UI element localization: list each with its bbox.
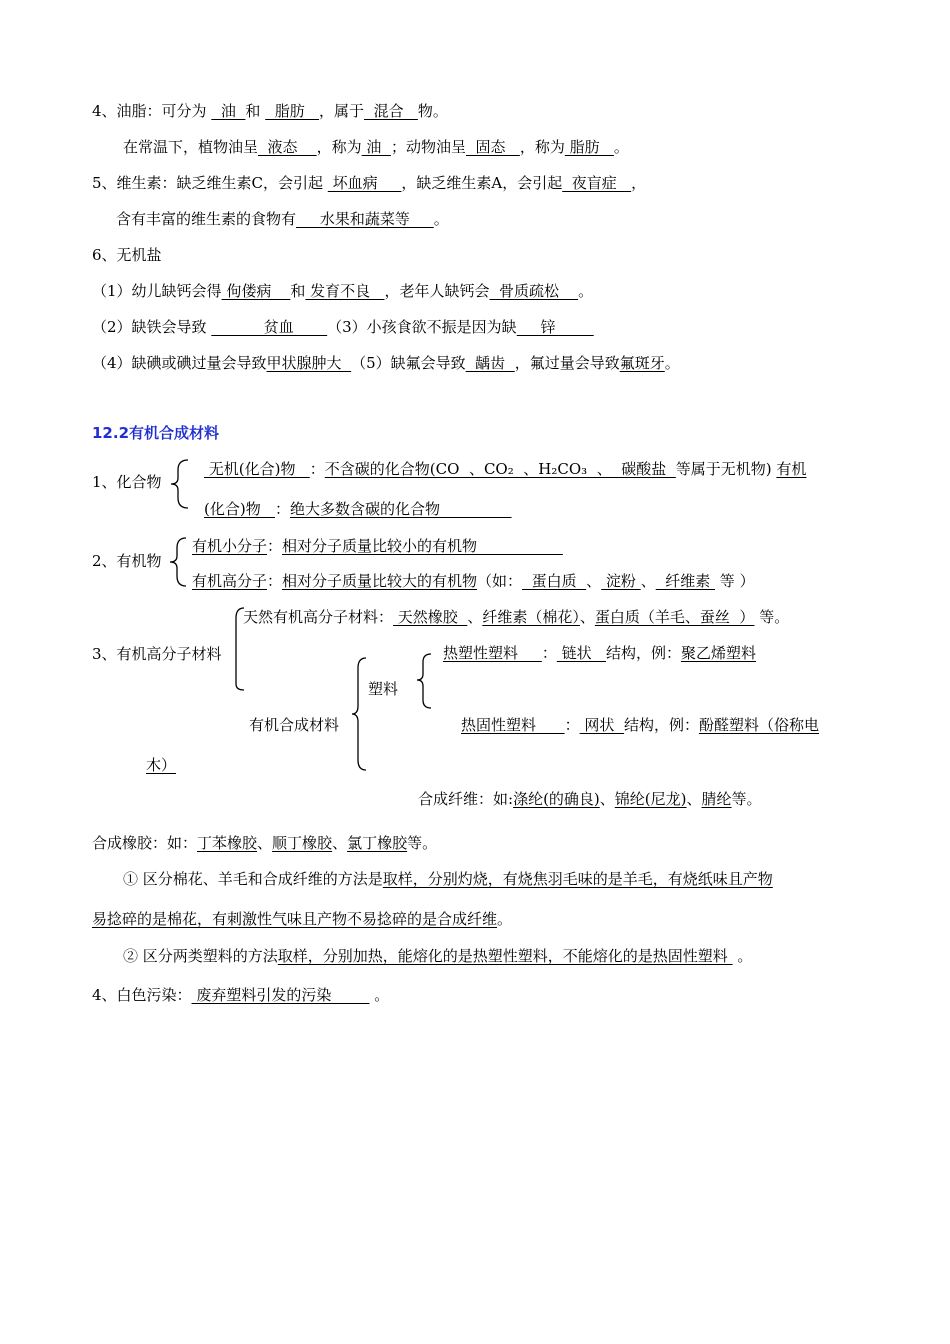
blank-answer: 夜盲症	[562, 174, 632, 192]
compounds-label: 1、化合物	[92, 473, 162, 491]
blank-answer: 贫血	[211, 318, 328, 336]
blank-answer: 脂肪	[265, 102, 320, 120]
section-heading: 12.2有机合成材料	[92, 424, 220, 442]
organic-branch-2: 有机高分子：相对分子质量比较大的有机物（如： 蛋白质 、 淀粉 、 纤维素 等 ）	[192, 572, 755, 590]
blank-answer: 油	[211, 102, 246, 120]
blank-answer: 发育不良	[305, 282, 385, 300]
brace-plastic	[415, 652, 435, 710]
oils-line-1: 4、油脂：可分为 油 和 脂肪 ，属于 混合 物。	[92, 102, 448, 120]
organic-label: 2、有机物	[92, 552, 162, 570]
minerals-line-1: （1）幼儿缺钙会得 佝偻病 和 发育不良 ，老年人缺钙会 骨质疏松 。	[92, 282, 594, 300]
blank-answer: 氟斑牙	[619, 354, 665, 372]
plastic-label: 塑料	[368, 680, 399, 698]
brace-organic	[168, 536, 194, 588]
blank-answer: 坏血病	[327, 174, 402, 192]
minerals-line-2: （2）缺铁会导致 贫血 （3）小孩食欲不振是因为缺 锌	[92, 318, 594, 336]
minerals-title: 6、无机盐	[92, 246, 162, 264]
blank-answer: 骨质疏松	[489, 282, 579, 300]
compounds-branch-1: 无机(化合)物 ：不含碳的化合物(CO 、CO₂ 、H₂CO₃ 、 碳酸盐 等属于无机物) 有机	[204, 460, 807, 478]
vitamin-line-2: 含有丰富的维生素的食物有 水果和蔬菜等 。	[116, 210, 449, 228]
blank-answer: 固态	[465, 138, 520, 156]
polymer-label: 3、有机高分子材料	[92, 645, 222, 663]
brace-synthetic	[350, 656, 370, 772]
blank-answer: 混合	[364, 102, 418, 120]
blank-answer: 油	[361, 138, 391, 156]
synthetic-label: 有机合成材料	[249, 716, 340, 734]
fiber-line: 合成纤维：如:涤纶(的确良)、锦纶(尼龙)、腈纶等。	[418, 790, 762, 808]
white-pollution-line: 4、白色污染： 废弃塑料引发的污染 。	[92, 986, 390, 1004]
distinguish-1b: 易捻碎的是棉花，有刺激性气味且产物不易捻碎的是合成纤维。	[92, 910, 513, 928]
blank-answer: 佝偻病	[221, 282, 291, 300]
vitamin-line-1: 5、维生素：缺乏维生素C，会引起 坏血病 ，缺乏维生素A，会引起 夜盲症 ，	[92, 174, 647, 192]
thermoplastic-line: 热塑性塑料 ： 链状 结构，例：聚乙烯塑料	[443, 644, 756, 662]
oils-line-2: 在常温下，植物油呈 液态 ，称为 油 ；动物油呈 固态 ，称为 脂肪 。	[123, 138, 629, 156]
compounds-branch-2: (化合)物 ：绝大多数含碳的化合物	[204, 500, 512, 518]
blank-answer: 水果和蔬菜等	[296, 210, 434, 228]
blank-answer: 甲状腺肿大	[266, 354, 352, 372]
blank-answer: 锌	[516, 318, 594, 336]
rubber-line: 合成橡胶：如：丁苯橡胶、顺丁橡胶、氯丁橡胶等。	[92, 834, 438, 852]
thermoset-line: 热固性塑料 ： 网状 结构，例：酚醛塑料（俗称电	[461, 716, 819, 734]
minerals-line-3: （4）缺碘或碘过量会导致甲状腺肿大 （5）缺氟会导致 龋齿 ，氟过量会导致氟斑牙。	[92, 354, 680, 372]
polymer-natural: 天然有机高分子材料： 天然橡胶 、纤维素（棉花）、蛋白质（羊毛、蚕丝 ） 等。	[243, 608, 790, 626]
blank-answer: 脂肪	[564, 138, 614, 156]
organic-branch-1: 有机小分子：相对分子质量比较小的有机物	[192, 537, 563, 555]
distinguish-2: ② 区分两类塑料的方法取样，分别加热，能熔化的是热塑性塑料，不能熔化的是热固性塑料 。	[123, 947, 753, 965]
brace-compounds	[168, 458, 198, 510]
blank-answer: 液态	[258, 138, 317, 156]
blank-answer: 龋齿	[465, 354, 515, 372]
thermoset-continued: 木）	[146, 756, 177, 774]
distinguish-1a: ① 区分棉花、羊毛和合成纤维的方法是取样，分别灼烧，有烧焦羽毛味的是羊毛，有烧纸味且产物	[123, 870, 773, 888]
